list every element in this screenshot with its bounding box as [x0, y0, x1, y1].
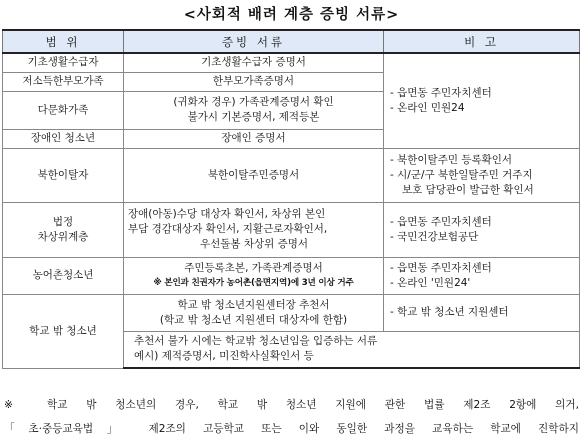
- note-line: - 읍면동 주민자치센터: [390, 86, 492, 99]
- table-row: [3, 148, 580, 202]
- table-row: [3, 202, 580, 257]
- doc-note: ※ 본인과 친권자가 농어촌(읍면지역)에 3년 이상 거주: [153, 277, 354, 288]
- note-line: - 국민건강보험공단: [390, 230, 479, 243]
- doc-cell: [124, 331, 580, 368]
- documents-table: [2, 29, 580, 369]
- doc-line: 불가시 기본증명서, 제적등본: [187, 111, 320, 123]
- category-cell: 장애인 청소년: [3, 129, 124, 148]
- header-docs: 증빙 서류: [124, 30, 384, 53]
- doc-line: 학교 밖 청소년지원센터장 추천서: [177, 298, 330, 311]
- category-cell: [3, 202, 124, 257]
- doc-cell: 한부모가족증명서: [124, 72, 384, 91]
- category-line: 법정: [52, 215, 74, 228]
- note-line: - 시/군/구 북한일탈주민 거주지: [390, 168, 533, 181]
- doc-line: 예시) 제적증명서, 미진학사실확인서 등: [134, 350, 314, 363]
- category-cell: 농어촌청소년: [3, 257, 124, 294]
- header-note: 비 고: [384, 30, 580, 53]
- doc-line: 추천서 불가 시에는 학교밖 청소년임을 입증하는 서류: [134, 335, 378, 348]
- table-row: [3, 53, 580, 72]
- category-cell: 저소득한부모가족: [3, 72, 124, 91]
- doc-line: 장애(아동)수당 대상자 확인서, 차상위 본인: [128, 208, 326, 220]
- note-cell: [384, 53, 580, 148]
- page-title: <사회적 배려 계층 증빙 서류>: [183, 7, 400, 23]
- category-line: 차상위계층: [37, 230, 89, 243]
- note-cell: [384, 257, 580, 294]
- category-cell: 기초생활수급자: [3, 53, 124, 72]
- doc-cell: [124, 294, 384, 331]
- doc-cell: 북한이탈주민증명서: [124, 148, 384, 202]
- doc-cell: [124, 91, 384, 129]
- category-cell: 북한이탈자: [3, 148, 124, 202]
- doc-line: 주민등록초본, 가족관계증명서: [184, 261, 323, 274]
- note-line: - 읍면동 주민자치센터: [390, 215, 492, 228]
- note-cell: [384, 148, 580, 202]
- note-line: 보호 담당관이 발급한 확인서: [402, 183, 534, 196]
- table-header-row: [3, 30, 580, 53]
- header-category: 범 위: [3, 30, 124, 53]
- doc-cell: 기초생활수급자 증명서: [124, 53, 384, 72]
- doc-cell: 장애인 증명서: [124, 129, 384, 148]
- category-cell: 학교 밖 청소년: [3, 294, 124, 368]
- doc-cell: [124, 202, 384, 257]
- note-line: - 북한이탈주민 등록확인서: [390, 153, 513, 166]
- doc-cell: [124, 257, 384, 294]
- note-line: - 온라인 민원24: [390, 101, 465, 114]
- doc-line: (귀화자 경우) 가족관계증명서 확인: [173, 96, 334, 108]
- doc-line: (학교 밖 청소년 지원센터 대상자에 한함): [159, 313, 348, 326]
- doc-line: 부담 경감대상자 확인서, 지활근로자확인서,: [128, 223, 328, 235]
- note-cell: - 학교 밖 청소년 지원센터: [384, 294, 580, 331]
- footnote-line: ※ 학교 밖 청소년의 경우, 학교 밖 청소년 지원에 관한 법률 제2조 2항에 의거,: [4, 399, 579, 411]
- category-cell: 다문화가족: [3, 91, 124, 129]
- note-cell: [384, 202, 580, 257]
- table-row: [3, 257, 580, 294]
- doc-line: 우선돌봄 차상위 증명서: [199, 238, 309, 250]
- footnote-line: 「초·중등교육법」 제2조의 고등학교 또는 이와 동일한 과정을 교육하는 학교에 진학하지: [4, 423, 579, 435]
- table-row: [3, 294, 580, 331]
- note-line: - 온라인 '민원24': [390, 276, 471, 289]
- note-line: - 읍면동 주민자치센터: [390, 261, 492, 274]
